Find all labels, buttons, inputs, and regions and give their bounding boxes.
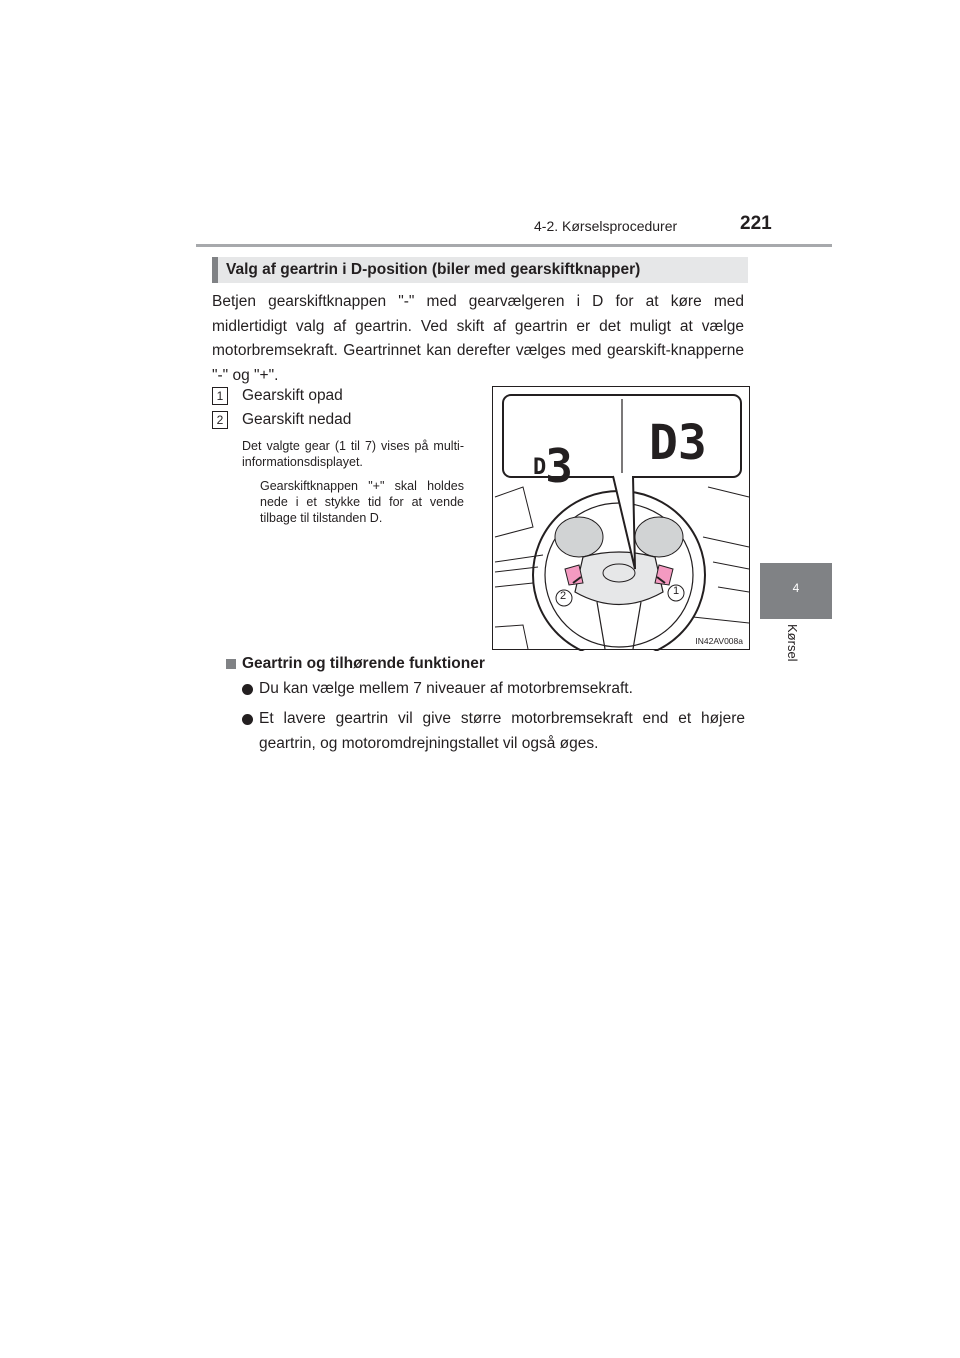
page-number: 221	[740, 213, 772, 234]
bullet-item: Du kan vælge mellem 7 niveauer af motorbremsekraft.	[259, 680, 633, 697]
display-small-gear: D3	[533, 439, 572, 493]
item-label: Gearskift opad	[242, 387, 343, 404]
subheading: Geartrin og tilhørende funktioner	[242, 655, 485, 672]
chapter-tab[interactable]	[760, 563, 832, 619]
section-title: Valg af geartrin i D-position (biler med gearskiftknapper)	[226, 261, 641, 278]
callout-1: 1	[673, 585, 680, 597]
illustration-drawing	[493, 387, 751, 651]
section-title-bar	[212, 257, 748, 283]
header-section-title: 4-2. Kørselsprocedurer	[534, 218, 678, 234]
display-large-gear: D3	[649, 415, 707, 471]
subheading-marker-icon	[226, 659, 236, 669]
bullet-icon	[242, 684, 253, 695]
header-divider	[196, 244, 832, 247]
bullet-icon	[242, 714, 253, 725]
item-number-badge: 1	[212, 387, 228, 405]
steering-wheel-illustration	[492, 386, 750, 650]
bullet-item: Et lavere geartrin vil give større motorbremsekraft end et højere geartrin, og motoromdrejningstallet vil også øges.	[259, 710, 745, 752]
figure-caption: IN42AV008a	[695, 636, 743, 646]
chapter-tab-label: Kørsel	[785, 624, 800, 662]
note-gear-display: Det valgte gear (1 til 7) vises på multi-informationsdisplayet.	[242, 439, 464, 469]
callout-2: 2	[560, 590, 567, 602]
chapter-tab-number: 4	[792, 581, 800, 595]
item-label: Gearskift nedad	[242, 411, 352, 428]
intro-paragraph: Betjen gearskiftknappen "-" med gearvælgeren i D for at køre med midlertidigt valg af geartrin. Ved skift af geartrin er det muligt at vælge motorbremsekraft. Geartrinnet kan derefter vælges med gearskift-knapperne "-" og "+".	[212, 293, 744, 384]
item-number-badge: 2	[212, 411, 228, 429]
note-return-to-d: Gearskiftknappen "+" skal holdes nede i et stykke tid for at vende tilbage til tilstanden D.	[260, 479, 464, 525]
